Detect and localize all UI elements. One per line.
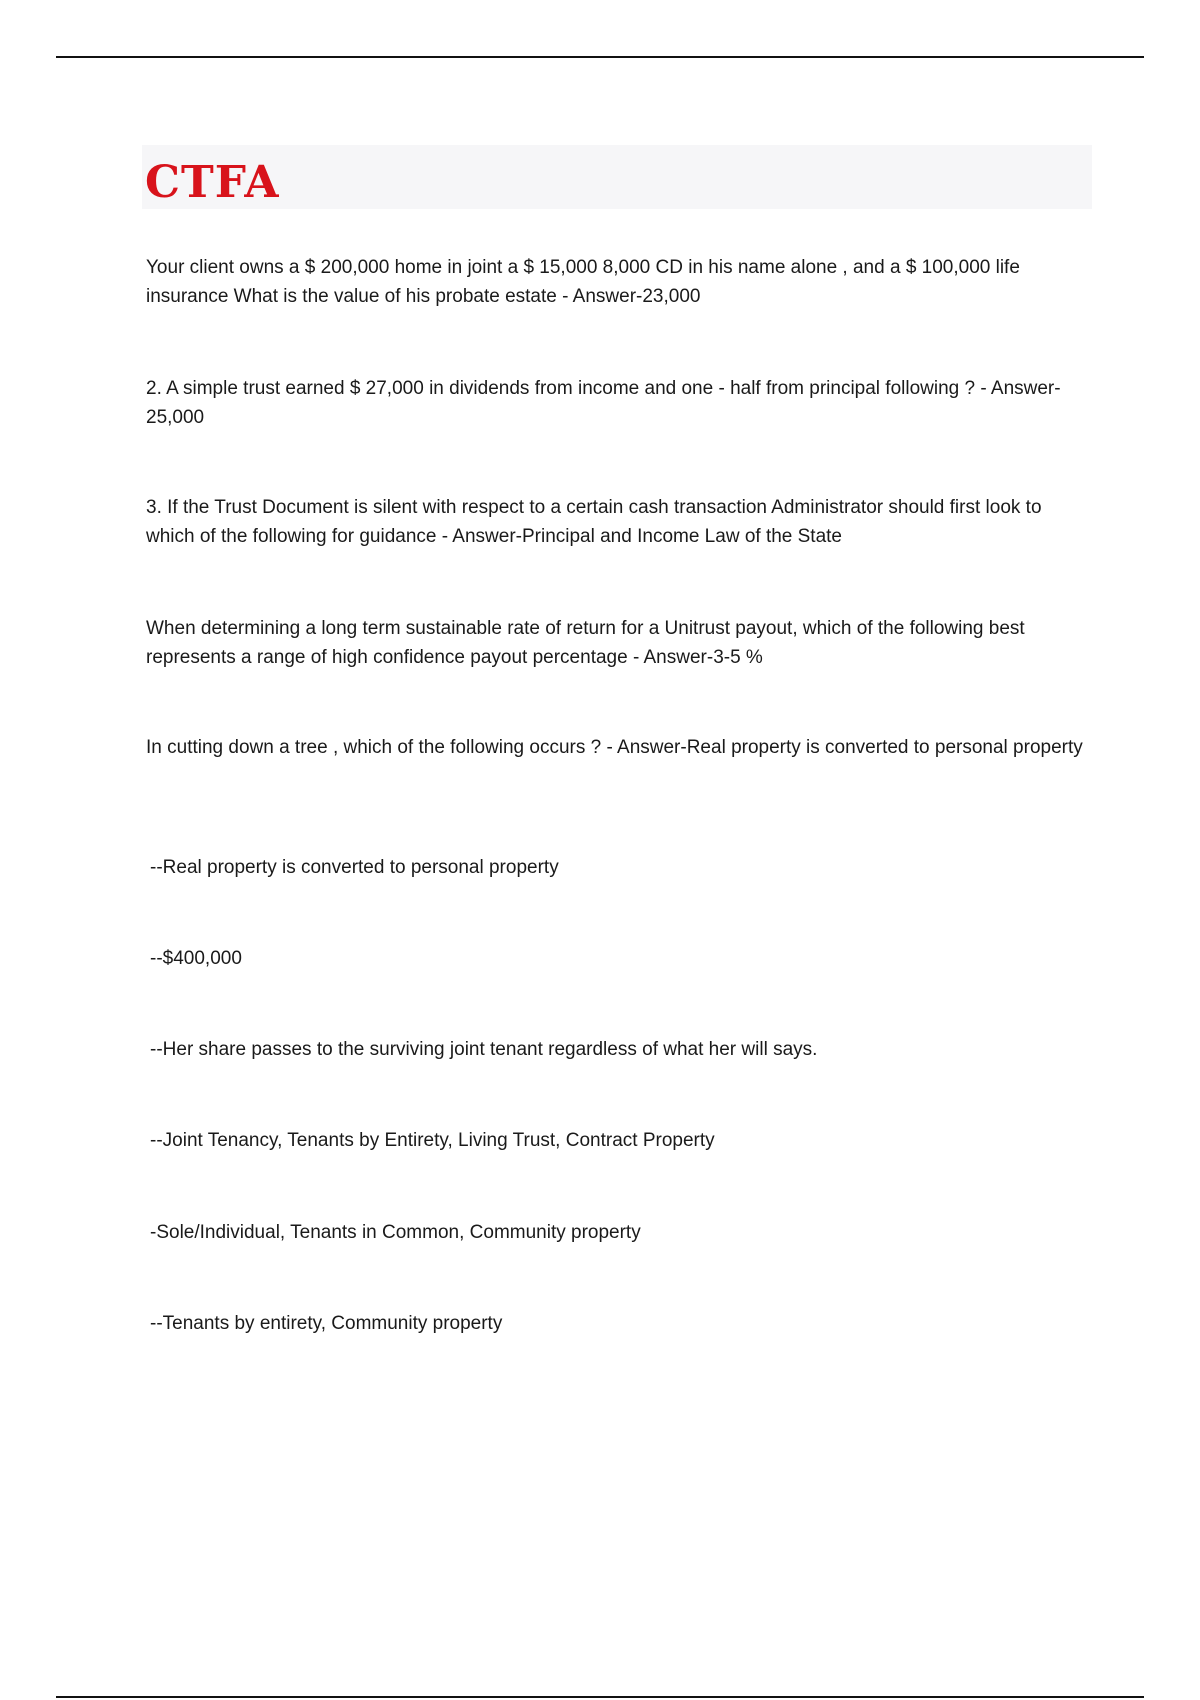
question-2: 2. A simple trust earned $ 27,000 in dividends from income and one - half from principal following ? - Answer-25,000 — [146, 378, 1061, 428]
answer-option-3: --Her share passes to the surviving joint tenant regardless of what her will says. — [150, 1039, 818, 1060]
top-rule — [56, 56, 1144, 58]
answer-option-4: --Joint Tenancy, Tenants by Entirety, Living Trust, Contract Property — [150, 1130, 715, 1151]
answer-option-1: --Real property is converted to personal property — [150, 857, 559, 878]
answer-option-5: -Sole/Individual, Tenants in Common, Community property — [150, 1222, 641, 1243]
question-4: When determining a long term sustainable rate of return for a Unitrust payout, which of the following best represents a range of high confidence payout percentage - Answer-3-5 % — [146, 618, 1025, 668]
answer-option-6: --Tenants by entirety, Community property — [150, 1313, 503, 1334]
question-5: In cutting down a tree , which of the following occurs ? - Answer-Real property is converted to personal property — [146, 737, 1083, 758]
document-title: CTFA — [145, 157, 280, 208]
bottom-rule — [56, 1696, 1144, 1698]
title-band — [142, 145, 1092, 209]
answer-option-2: --$400,000 — [150, 948, 242, 969]
question-1: Your client owns a $ 200,000 home in joint a $ 15,000 8,000 CD in his name alone , and a $ 100,000 life insurance What is the value of his probate estate - Answer-23,000 — [146, 257, 1020, 307]
question-3: 3. If the Trust Document is silent with respect to a certain cash transaction Administrator should first look to which of the following for guidance - Answer-Principal and Income Law of the State — [146, 497, 1042, 547]
